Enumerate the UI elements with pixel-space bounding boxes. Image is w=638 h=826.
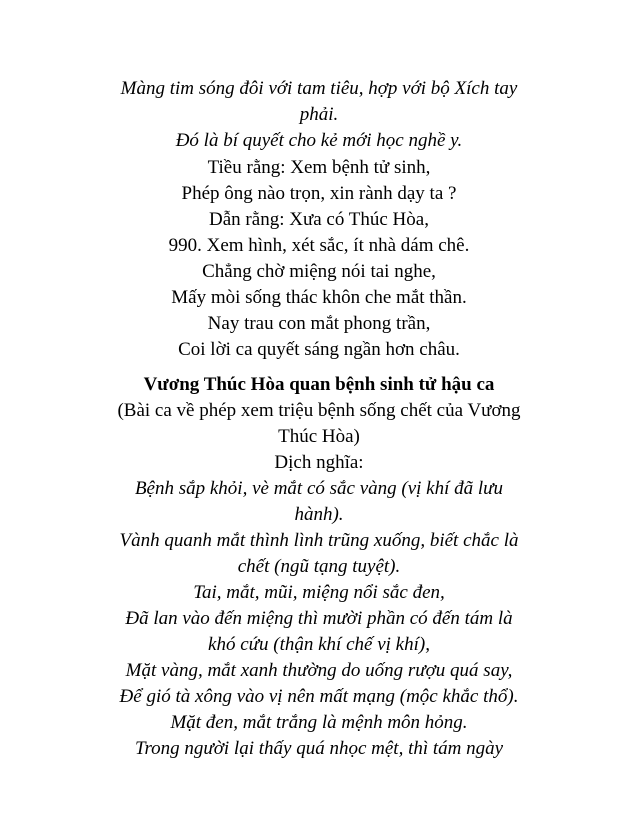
translation-line: Trong người lại thấy quá nhọc mệt, thì tám ngày	[134, 738, 504, 759]
translation-line: chết (ngũ tạng tuyệt).	[237, 556, 401, 577]
translation-label: Dịch nghĩa:	[274, 452, 364, 473]
poem-stanza	[84, 155, 554, 363]
translation-line: Mặt đen, mắt trắng là mệnh môn hỏng.	[170, 712, 468, 733]
poem-line: Nay trau con mắt phong trần,	[207, 313, 431, 334]
intro-paragraph	[84, 76, 554, 154]
poem-line: Chẳng chờ miệng nói tai nghe,	[202, 261, 436, 282]
translation-line: Để gió tà xông vào vị nên mất mạng (mộc khắc thổ).	[119, 686, 519, 707]
intro-line: Đó là bí quyết cho kẻ mới học nghề y.	[175, 130, 463, 151]
poem-line: Mấy mòi sống thác khôn che mắt thần.	[171, 287, 467, 308]
translation-line: khó cứu (thận khí chế vị khí),	[208, 634, 430, 655]
section-title: Vương Thúc Hòa quan bệnh sinh tử hậu ca	[143, 374, 495, 395]
translation-line: Tai, mắt, mũi, miệng nổi sắc đen,	[193, 582, 445, 603]
intro-line: phải.	[299, 104, 339, 125]
translation-line: Vành quanh mắt thình lình trũng xuống, biết chắc là	[119, 530, 519, 551]
poem-line: Tiều rằng: Xem bệnh tử sinh,	[207, 157, 431, 178]
poem-line: Dẫn rằng: Xưa có Thúc Hòa,	[209, 209, 429, 230]
translation-line: Bệnh sắp khỏi, vè mắt có sắc vàng (vị khí đã lưu	[134, 478, 504, 499]
poem-line: 990. Xem hình, xét sắc, ít nhà dám chê.	[168, 235, 470, 256]
translation-line: Đã lan vào đến miệng thì mười phần có đến tám là	[125, 608, 513, 629]
intro-line: Màng tim sóng đôi với tam tiêu, hợp với bộ Xích tay	[120, 78, 518, 99]
poem-line: Phép ông nào trọn, xin rành dạy ta ?	[181, 183, 457, 204]
section-subtitle-line: Thúc Hòa)	[278, 426, 360, 447]
section-block	[84, 372, 554, 762]
translation-line: hành).	[294, 504, 344, 525]
translation-line: Mặt vàng, mắt xanh thường do uống rượu quá say,	[125, 660, 513, 681]
section-subtitle-line: (Bài ca về phép xem triệu bệnh sống chết của Vương	[117, 400, 521, 421]
poem-line: Coi lời ca quyết sáng ngần hơn châu.	[178, 339, 460, 360]
